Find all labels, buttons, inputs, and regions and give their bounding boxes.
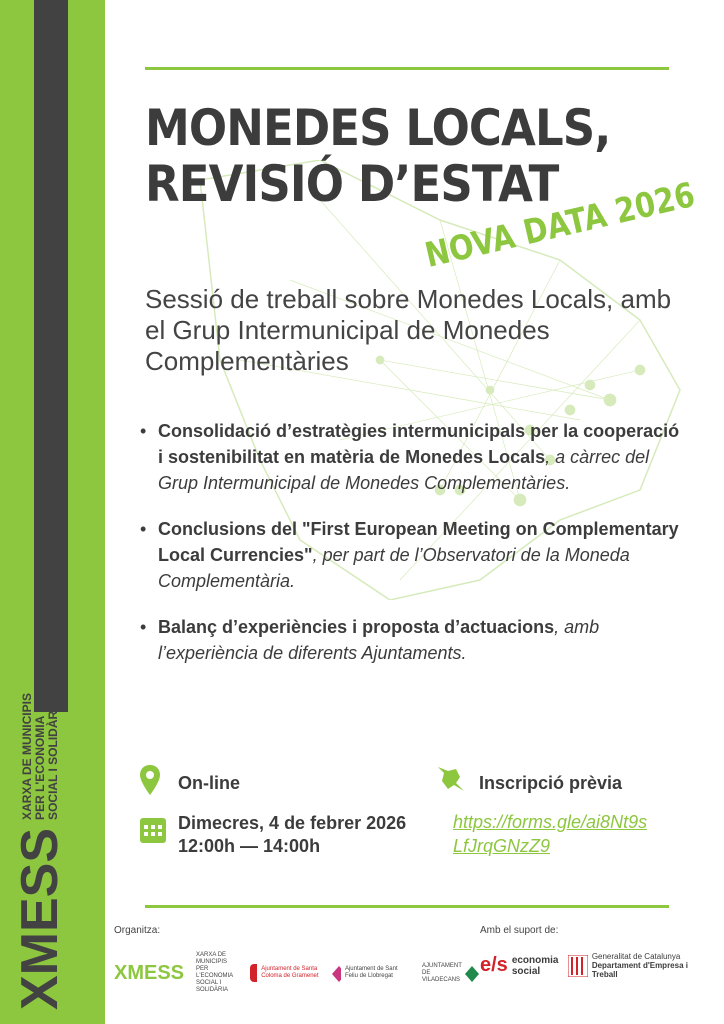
- coat-of-arms-icon: [465, 964, 479, 982]
- generalitat-logo: Generalitat de Catalunya Departament d'Empresa i Treball: [568, 952, 702, 979]
- catalan-flag-icon: [568, 955, 588, 977]
- xmess-logo-tagline: XARXA DE MUNICIPIS PER L'ECONOMIA SOCIAL I SOLIDÀRIA: [196, 952, 233, 993]
- agenda-list: [140, 418, 680, 686]
- location-text: On-line: [178, 773, 240, 793]
- xmess-tagline: XARXA DE MUNICIPIS PER L'ECONOMIA SOCIAL I SOLIDÀRIA: [19, 693, 60, 820]
- viladecans-logo: AJUNTAMENT DE VILADECANS: [422, 963, 482, 984]
- bottom-divider: [145, 905, 669, 908]
- location-pin-icon: [140, 765, 160, 795]
- organizer-logos: [114, 952, 482, 994]
- top-divider: [145, 67, 669, 70]
- list-item: • Consolidació d’estratègies intermunicipals per la cooperació i sostenibilitat en matèria de Monedes Locals, a càrrec del Grup Intermunicipal de Monedes Complementàries.: [140, 418, 680, 496]
- event-datetime: [178, 812, 406, 858]
- event-time: 12:00h — 14:00h: [178, 836, 321, 856]
- support-label: Amb el suport de:: [480, 925, 559, 936]
- subtitle: Sessió de treball sobre Monedes Locals, amb el Grup Intermunicipal de Monedes Complementàries: [145, 284, 672, 376]
- coat-of-arms-icon: [250, 964, 257, 982]
- pushpin-icon: [436, 765, 466, 793]
- event-date: Dimecres, 4 de febrer 2026: [178, 813, 407, 833]
- xmess-logo-text: XMESS: [11, 827, 69, 1010]
- sant-feliu-logo: Ajuntament de Sant Feliu de Llobregat: [332, 964, 410, 982]
- coat-of-arms-icon: [332, 964, 341, 982]
- supporter-logos: [480, 952, 702, 979]
- xmess-vertical-logo: [11, 693, 69, 1010]
- registration-label: Inscripció prèvia: [479, 773, 623, 793]
- sidebar-dark-bar: [34, 0, 68, 712]
- santa-coloma-logo: Ajuntament de Santa Coloma de Gramenet: [250, 964, 320, 982]
- organizer-label: Organitza:: [114, 925, 161, 936]
- xmess-logo: XMESS: [114, 961, 185, 984]
- economia-social-logo: e/s economia social: [480, 954, 559, 977]
- page-title: MONEDES LOCALS, REVISIÓ D’ESTAT: [145, 99, 611, 213]
- list-item: • Conclusions del "First European Meeting on Complementary Local Currencies", per part de l’Observatori de la Moneda Complementària.: [140, 516, 680, 594]
- new-date-banner: NOVA DATA 2026: [421, 175, 699, 276]
- registration-link[interactable]: https://forms.gle/ai8Nt9s LfJrqGNzZ9: [453, 812, 648, 856]
- list-item: • Balanç d’experiències i proposta d’actuacions, amb l’experiència de diferents Ajuntaments.: [140, 614, 680, 666]
- calendar-icon: [140, 815, 166, 843]
